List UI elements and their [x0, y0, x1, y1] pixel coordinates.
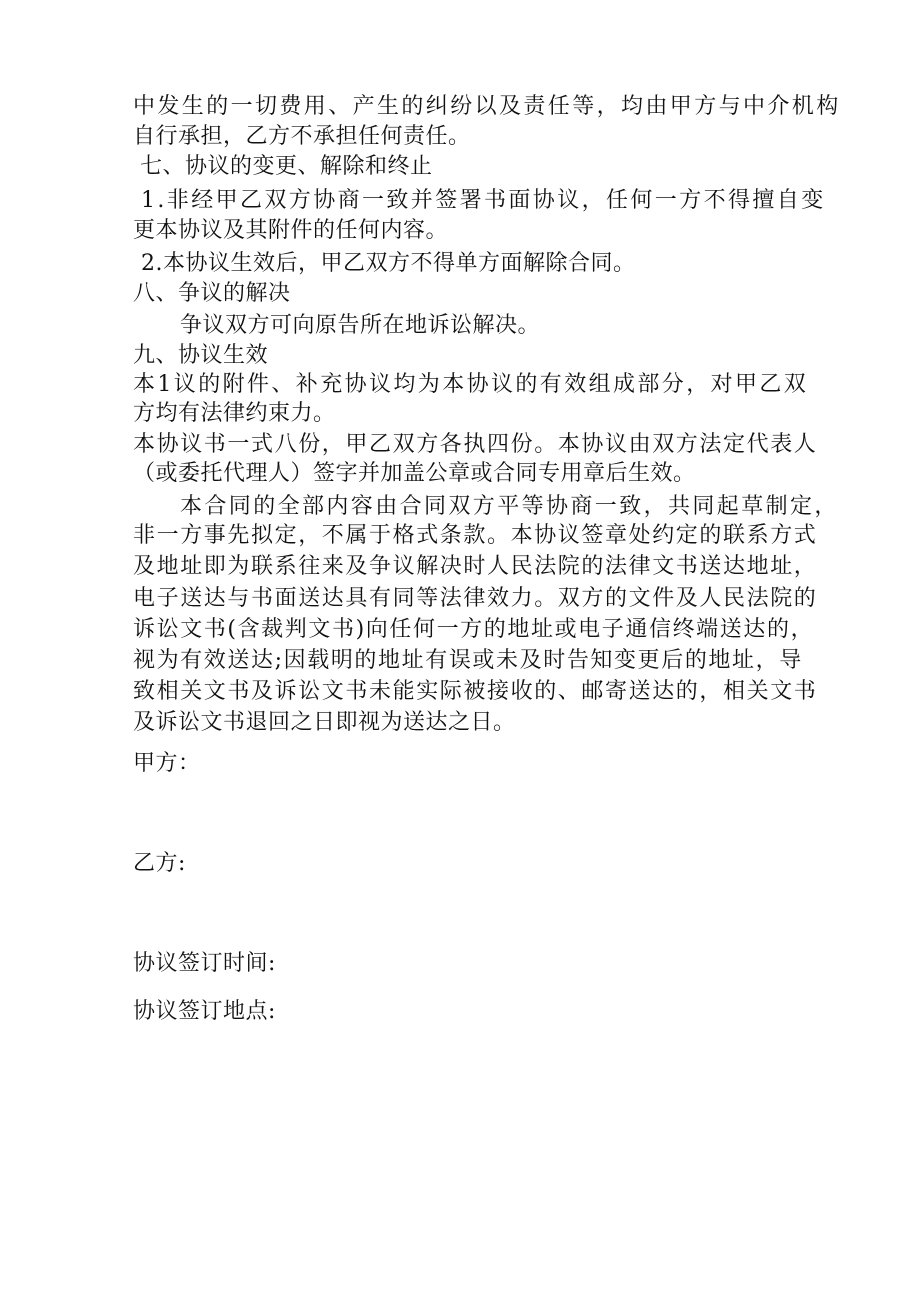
text-line: （或委托代理人）签字并加盖公章或合同专用章后生效。: [133, 461, 696, 486]
text-line: 及地址即为联系往来及争议解决时人民法院的法律文书送达地址，: [133, 554, 818, 579]
section-heading-9: 九、协议生效: [133, 343, 269, 368]
text-line: 本合同的全部内容由合同双方平等协商一致，共同起草制定，: [180, 494, 839, 519]
section-heading-8: 八、争议的解决: [133, 281, 291, 306]
text-line: 中发生的一切费用、产生的纠纷以及责任等，均由甲方与中介机构: [133, 94, 841, 119]
text-line: 电子送达与书面送达具有同等法律效力。双方的文件及人民法院的: [133, 586, 818, 611]
text-line: 1.非经甲乙双方协商一致并签署书面协议，任何一方不得擅自变: [141, 188, 826, 213]
text-line: 自行承担，乙方不承担任何责任。: [133, 124, 471, 149]
text-line: 2.本协议生效后，甲乙双方不得单方面解除合同。: [141, 251, 636, 276]
text-line: 致相关文书及诉讼文书未能实际被接收的、邮寄送达的，相关文书: [133, 679, 818, 704]
text-line: 方均有法律约束力。: [133, 401, 336, 426]
text-line: 及诉讼文书退回之日即视为送达之日。: [133, 710, 516, 735]
signing-time-label: 协议签订时间:: [133, 951, 276, 976]
signing-place-label: 协议签订地点:: [133, 999, 276, 1024]
text-line: 非一方事先拟定，不属于格式条款。本协议签章处约定的联系方式: [133, 523, 818, 548]
text-line: 本协议书一式八份，甲乙双方各执四份。本协议由双方法定代表人: [133, 432, 818, 457]
text-line: 视为有效送达;因载明的地址有误或未及时告知变更后的地址，导: [133, 648, 803, 673]
text-line: 争议双方可向原告所在地诉讼解决。: [180, 313, 541, 338]
party-b-label: 乙方:: [133, 851, 186, 876]
text-line: 本1议的附件、补充协议均为本协议的有效组成部分，对甲乙双: [133, 372, 809, 397]
text-line: 更本协议及其附件的任何内容。: [133, 218, 449, 243]
section-heading-7: 七、协议的变更、解除和终止: [140, 154, 433, 179]
party-a-label: 甲方：: [133, 751, 201, 776]
text-line: 诉讼文书(含裁判文书)向任何一方的地址或电子通信终端送达的，: [133, 617, 815, 642]
